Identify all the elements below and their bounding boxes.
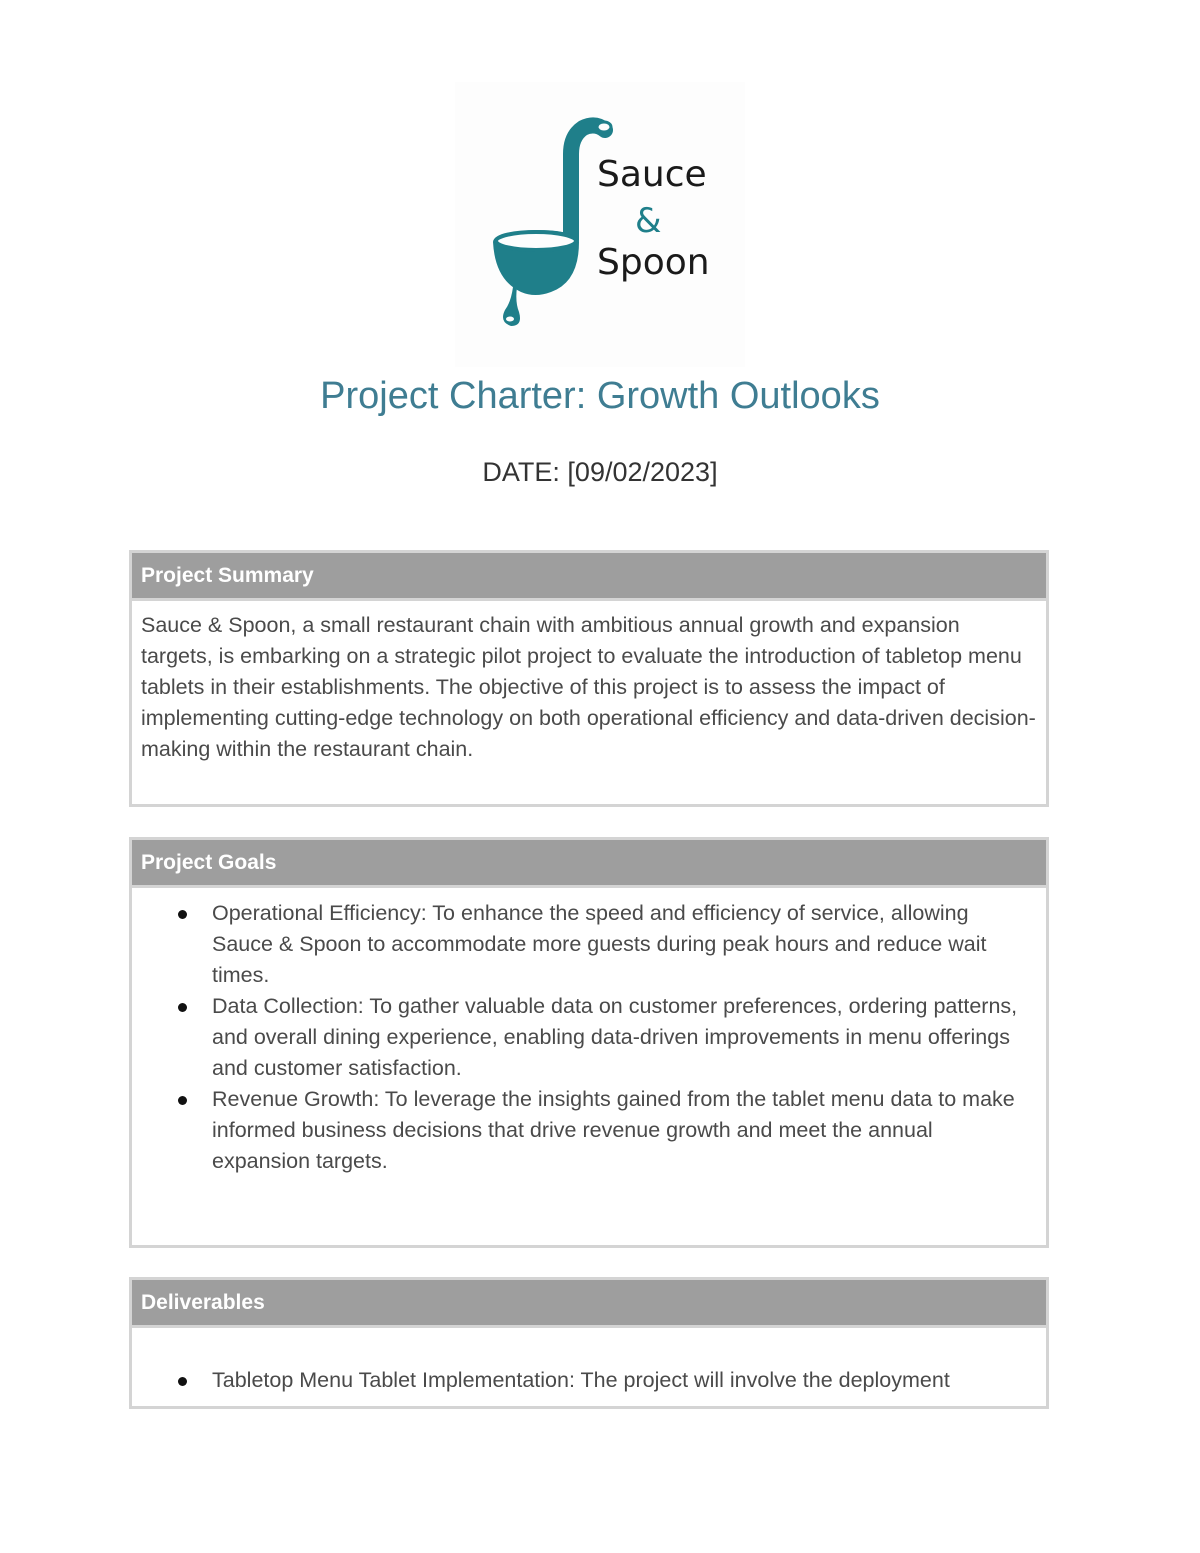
goal-text: Revenue Growth: To leverage the insights gained from the tablet menu data to make informed business decisions that drive revenue growth and meet the annual expansion targets. bbox=[212, 1087, 1015, 1173]
list-item bbox=[141, 898, 1036, 991]
goal-text: Operational Efficiency: To enhance the speed and efficiency of service, allowing Sauce & Spoon to accommodate more guests during peak hours and reduce wait times. bbox=[212, 901, 987, 987]
bullet-icon bbox=[178, 1003, 187, 1012]
logo-text-spoon: Spoon bbox=[597, 242, 710, 283]
logo-text-ampersand: & bbox=[635, 201, 662, 241]
deliverable-text: Tabletop Menu Tablet Implementation: The project will involve the deployment bbox=[212, 1368, 950, 1392]
sauce-and-spoon-logo bbox=[455, 82, 745, 367]
logo-text-sauce: Sauce bbox=[597, 154, 707, 195]
ladle-icon bbox=[455, 82, 745, 367]
deliverables-section bbox=[129, 1277, 1049, 1409]
goals-list bbox=[141, 898, 1036, 1177]
project-summary-text: Sauce & Spoon, a small restaurant chain with ambitious annual growth and expansion targets, is embarking on a strategic pilot project to evaluate the introduction of tabletop menu tablets in their establishments. The objective of this project is to assess the impact of implementing cutting-edge technology on both operational efficiency and data-driven decision-making within the restaurant chain. bbox=[141, 613, 1036, 761]
section-header: Project Goals bbox=[132, 840, 1046, 888]
section-header: Project Summary bbox=[132, 553, 1046, 601]
page-title: Project Charter: Growth Outlooks bbox=[320, 375, 880, 417]
project-summary-section bbox=[129, 550, 1049, 807]
bullet-icon bbox=[178, 910, 187, 919]
bullet-icon bbox=[178, 1377, 187, 1386]
bullet-icon bbox=[178, 1096, 187, 1105]
list-item bbox=[141, 991, 1036, 1084]
project-goals-section bbox=[129, 837, 1049, 1248]
list-item bbox=[141, 1365, 1036, 1396]
list-item bbox=[141, 1084, 1036, 1177]
document-date: DATE: [09/02/2023] bbox=[482, 457, 718, 487]
goal-text: Data Collection: To gather valuable data on customer preferences, ordering patterns, and overall dining experience, enabling data-driven improvements in menu offerings and customer satisfaction. bbox=[212, 994, 1018, 1080]
deliverables-list bbox=[141, 1365, 1036, 1396]
section-header: Deliverables bbox=[132, 1280, 1046, 1328]
